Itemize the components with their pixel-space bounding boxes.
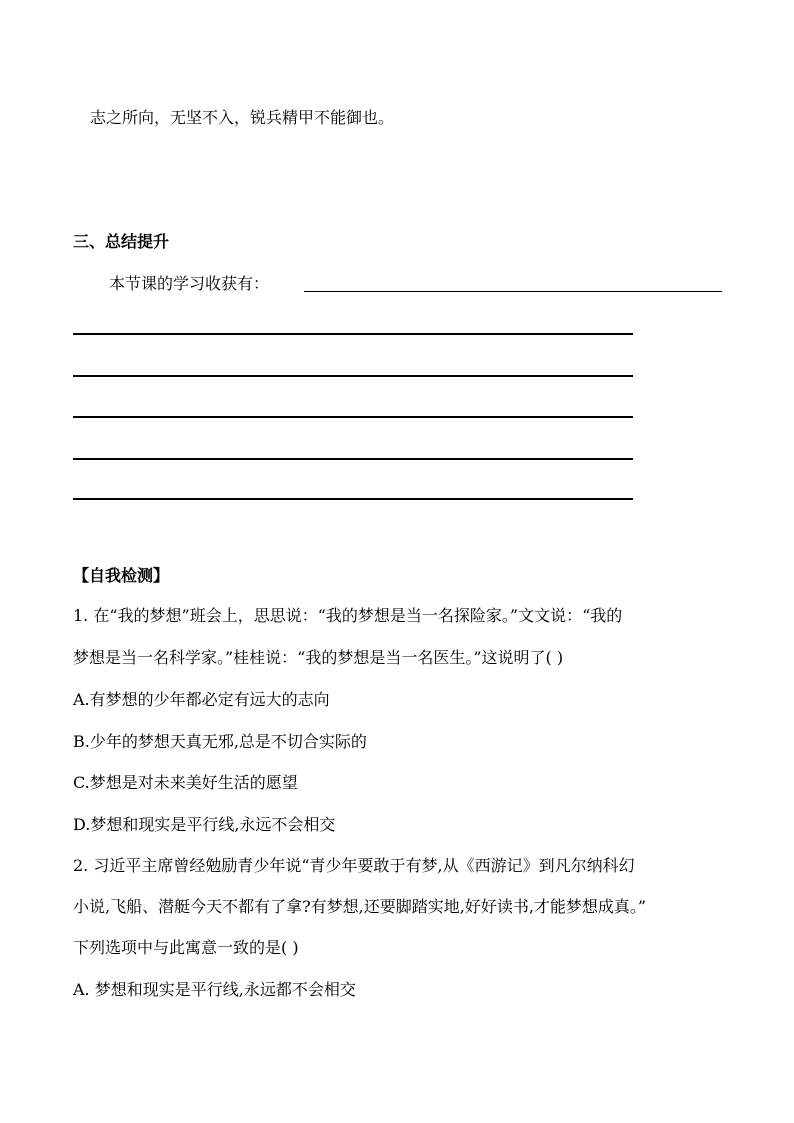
question-1-line-2: 梦想是当一名科学家。”桂桂说：“我的梦想是当一名医生。”这说明了( ) (73, 648, 564, 667)
summary-prompt: 本节课的学习收获有： (109, 274, 270, 293)
question-1-option-b[interactable]: B.少年的梦想天真无邪,总是不切合实际的 (73, 732, 367, 751)
answer-line-3[interactable] (73, 416, 633, 418)
answer-line-1[interactable] (73, 333, 633, 335)
question-2-line-3: 下列选项中与此寓意一致的是( ) (73, 938, 299, 957)
self-check-heading: 【自我检测】 (73, 566, 170, 585)
summary-answer-line[interactable] (304, 291, 722, 292)
answer-line-5[interactable] (73, 498, 633, 500)
question-1-line-1: 1. 在“我的梦想”班会上，思思说：“我的梦想是当一名探险家。”文文说：“我的 (73, 606, 623, 625)
section-heading-summary: 三、总结提升 (73, 232, 170, 251)
question-1-option-a[interactable]: A.有梦想的少年都必定有远大的志向 (73, 690, 330, 709)
answer-line-4[interactable] (73, 458, 633, 460)
question-2-line-1: 2. 习近平主席曾经勉励青少年说“青少年要敢于有梦,从《西游记》到凡尔纳科幻 (73, 856, 635, 875)
question-2-line-2: 小说,飞船、潜艇今天不都有了拿?有梦想,还要脚踏实地,好好读书,才能梦想成真。” (73, 897, 647, 916)
question-1-option-d[interactable]: D.梦想和现实是平行线,永远不会相交 (73, 815, 336, 834)
quote-text: 志之所向，无坚不入，锐兵精甲不能御也。 (90, 108, 395, 127)
question-2-option-a[interactable]: A. 梦想和现实是平行线,永远都不会相交 (73, 980, 356, 999)
question-1-option-c[interactable]: C.梦想是对未来美好生活的愿望 (73, 773, 298, 792)
answer-line-2[interactable] (73, 375, 633, 377)
